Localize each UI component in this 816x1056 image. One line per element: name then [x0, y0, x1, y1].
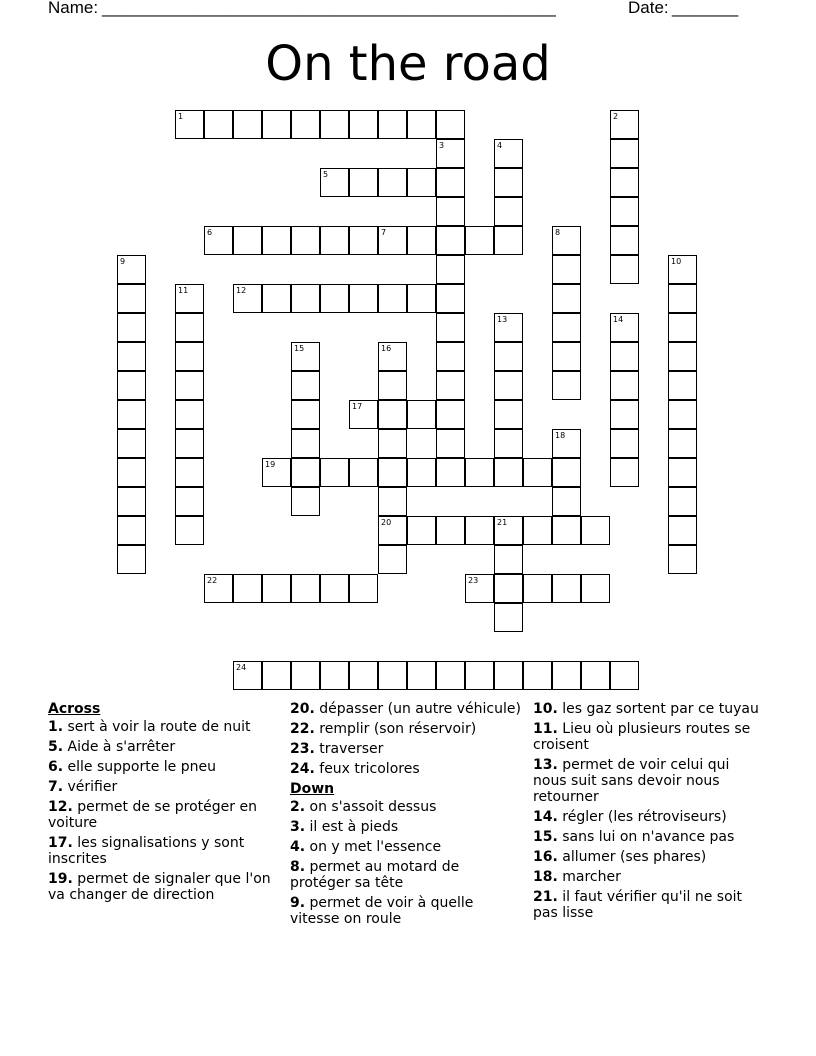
clue-number: 13.	[533, 757, 558, 773]
grid-cell[interactable]	[465, 574, 494, 603]
grid-cell[interactable]	[552, 487, 581, 516]
grid-cell[interactable]	[320, 168, 349, 197]
clue-text: permet au motard de protéger sa tête	[290, 859, 460, 891]
name-label: Name:	[48, 0, 99, 17]
grid-cell[interactable]	[494, 371, 523, 400]
clue-number: 16.	[533, 849, 558, 865]
cell-number: 24	[236, 663, 247, 672]
grid-cell[interactable]	[378, 110, 407, 139]
grid-cell[interactable]	[378, 371, 407, 400]
grid-cell[interactable]	[291, 400, 320, 429]
cell-number: 19	[265, 460, 276, 469]
cell-number: 9	[120, 257, 126, 266]
across-clue	[48, 799, 280, 831]
clue-number: 5.	[48, 739, 64, 755]
grid-cell[interactable]	[436, 516, 465, 545]
grid-cell[interactable]	[436, 255, 465, 284]
clue-text: permet de se protéger en voiture	[48, 799, 257, 831]
grid-cell[interactable]	[436, 371, 465, 400]
grid-cell[interactable]	[552, 255, 581, 284]
grid-cell[interactable]	[320, 661, 349, 690]
across-clue	[290, 701, 522, 717]
clue-text: sans lui on n'avance pas	[557, 829, 735, 845]
grid-cell[interactable]	[610, 371, 639, 400]
grid-cell[interactable]	[117, 545, 146, 574]
grid-cell[interactable]	[407, 110, 436, 139]
grid-cell[interactable]	[436, 110, 465, 139]
clue-number: 4.	[290, 839, 306, 855]
grid-cell[interactable]	[552, 458, 581, 487]
clue-text: Aide à s'arrêter	[63, 739, 176, 755]
grid-cell[interactable]	[581, 661, 610, 690]
clue-text: traverser	[314, 741, 384, 757]
grid-cell[interactable]	[668, 284, 697, 313]
grid-cell[interactable]	[407, 168, 436, 197]
grid-cell[interactable]	[175, 458, 204, 487]
grid-cell[interactable]	[320, 110, 349, 139]
grid-cell[interactable]	[291, 342, 320, 371]
grid-cell[interactable]	[117, 487, 146, 516]
grid-cell[interactable]	[436, 226, 465, 255]
across-heading: Across	[48, 701, 101, 717]
grid-cell[interactable]	[465, 226, 494, 255]
clue-text: on y met l'essence	[305, 839, 442, 855]
grid-cell[interactable]	[349, 400, 378, 429]
grid-cell[interactable]	[581, 574, 610, 603]
grid-cell[interactable]	[523, 661, 552, 690]
grid-cell[interactable]	[668, 458, 697, 487]
grid-cell[interactable]	[349, 284, 378, 313]
clue-number: 2.	[290, 799, 306, 815]
grid-cell[interactable]	[494, 458, 523, 487]
down-clue	[533, 757, 765, 805]
grid-cell[interactable]	[668, 400, 697, 429]
grid-cell[interactable]	[349, 226, 378, 255]
clue-text: régler (les rétroviseurs)	[557, 809, 727, 825]
grid-cell[interactable]	[610, 255, 639, 284]
clue-number: 7.	[48, 779, 64, 795]
cell-number: 10	[671, 257, 682, 266]
clue-text: il faut vérifier qu'il ne soit pas lisse	[533, 889, 743, 921]
clue-text: sert à voir la route de nuit	[63, 719, 251, 735]
clue-number: 18.	[533, 869, 558, 885]
grid-cell[interactable]	[407, 516, 436, 545]
grid-cell[interactable]	[378, 487, 407, 516]
down-clue-list-continued	[533, 701, 765, 921]
clue-text: permet de voir celui qui nous suit sans devoir nous retourner	[533, 757, 730, 805]
grid-cell[interactable]	[117, 255, 146, 284]
clue-text: allumer (ses phares)	[557, 849, 707, 865]
cell-number: 6	[207, 228, 213, 237]
clue-number: 3.	[290, 819, 306, 835]
grid-cell[interactable]	[262, 574, 291, 603]
clues-column-3	[533, 701, 765, 925]
grid-cell[interactable]	[552, 429, 581, 458]
across-clue	[48, 835, 280, 867]
grid-cell[interactable]	[378, 284, 407, 313]
grid-cell[interactable]	[581, 516, 610, 545]
down-clue	[533, 889, 765, 921]
down-clue	[533, 849, 765, 865]
cell-number: 8	[555, 228, 561, 237]
grid-cell[interactable]	[436, 429, 465, 458]
grid-cell[interactable]	[552, 371, 581, 400]
grid-cell[interactable]	[668, 545, 697, 574]
grid-cell[interactable]	[407, 458, 436, 487]
grid-cell[interactable]	[233, 284, 262, 313]
grid-cell[interactable]	[465, 516, 494, 545]
grid-cell[interactable]	[175, 400, 204, 429]
clue-number: 22.	[290, 721, 315, 737]
grid-cell[interactable]	[349, 458, 378, 487]
grid-cell[interactable]	[436, 168, 465, 197]
grid-cell[interactable]	[320, 574, 349, 603]
cell-number: 18	[555, 431, 566, 440]
grid-cell[interactable]	[494, 603, 523, 632]
clue-number: 21.	[533, 889, 558, 905]
across-clue	[290, 761, 522, 777]
clue-text: vérifier	[63, 779, 118, 795]
grid-cell[interactable]	[494, 516, 523, 545]
down-clue	[533, 809, 765, 825]
grid-cell[interactable]	[465, 458, 494, 487]
down-clue-list	[290, 799, 522, 927]
grid-cell[interactable]	[117, 342, 146, 371]
grid-cell[interactable]	[523, 574, 552, 603]
grid-cell[interactable]	[494, 545, 523, 574]
down-clue	[533, 721, 765, 753]
grid-cell[interactable]	[552, 661, 581, 690]
grid-cell[interactable]	[349, 110, 378, 139]
clue-text: remplir (son réservoir)	[314, 721, 477, 737]
grid-cell[interactable]	[175, 313, 204, 342]
grid-cell[interactable]	[494, 400, 523, 429]
grid-cell[interactable]	[610, 400, 639, 429]
clue-text: les gaz sortent par ce tuyau	[557, 701, 759, 717]
grid-cell[interactable]	[523, 458, 552, 487]
grid-cell[interactable]	[610, 429, 639, 458]
grid-cell[interactable]	[233, 574, 262, 603]
grid-cell[interactable]	[175, 429, 204, 458]
grid-cell[interactable]	[610, 458, 639, 487]
grid-cell[interactable]	[552, 574, 581, 603]
clue-text: il est à pieds	[305, 819, 399, 835]
grid-cell[interactable]	[494, 574, 523, 603]
grid-cell[interactable]	[610, 197, 639, 226]
cell-number: 13	[497, 315, 508, 324]
cell-number: 7	[381, 228, 387, 237]
clue-text: Lieu où plusieurs routes se croisent	[533, 721, 751, 753]
grid-cell[interactable]	[494, 168, 523, 197]
grid-cell[interactable]	[204, 574, 233, 603]
grid-cell[interactable]	[378, 226, 407, 255]
clues-column-2	[290, 701, 522, 931]
down-heading: Down	[290, 781, 335, 797]
grid-cell[interactable]	[668, 313, 697, 342]
down-clue	[290, 819, 522, 835]
clue-number: 17.	[48, 835, 73, 851]
grid-cell[interactable]	[117, 429, 146, 458]
date-label: Date:	[628, 0, 669, 17]
across-clue	[48, 779, 280, 795]
cell-number: 5	[323, 170, 329, 179]
grid-cell[interactable]	[291, 429, 320, 458]
cell-number: 20	[381, 518, 392, 527]
grid-cell[interactable]	[407, 400, 436, 429]
grid-cell[interactable]	[117, 458, 146, 487]
grid-cell[interactable]	[378, 342, 407, 371]
clue-number: 12.	[48, 799, 73, 815]
across-clue	[48, 871, 280, 903]
grid-cell[interactable]	[436, 139, 465, 168]
grid-cell[interactable]	[117, 284, 146, 313]
down-clue	[290, 859, 522, 891]
grid-cell[interactable]	[610, 168, 639, 197]
grid-cell[interactable]	[320, 458, 349, 487]
cell-number: 4	[497, 141, 503, 150]
grid-cell[interactable]	[407, 226, 436, 255]
grid-cell[interactable]	[552, 226, 581, 255]
grid-cell[interactable]	[291, 284, 320, 313]
across-clue	[48, 759, 280, 775]
grid-cell[interactable]	[175, 371, 204, 400]
grid-cell[interactable]	[117, 400, 146, 429]
grid-cell[interactable]	[291, 371, 320, 400]
grid-cell[interactable]	[494, 139, 523, 168]
grid-cell[interactable]	[407, 284, 436, 313]
grid-cell[interactable]	[436, 661, 465, 690]
grid-cell[interactable]	[349, 661, 378, 690]
clue-text: elle supporte le pneu	[63, 759, 216, 775]
grid-cell[interactable]	[436, 458, 465, 487]
grid-cell[interactable]	[552, 284, 581, 313]
grid-cell[interactable]	[175, 487, 204, 516]
clue-number: 6.	[48, 759, 64, 775]
grid-cell[interactable]	[291, 487, 320, 516]
clue-text: les signalisations y sont inscrites	[48, 835, 245, 867]
grid-cell[interactable]	[291, 661, 320, 690]
name-line[interactable]: ________________________________________________	[102, 0, 556, 17]
grid-cell[interactable]	[117, 371, 146, 400]
grid-cell[interactable]	[117, 516, 146, 545]
grid-cell[interactable]	[175, 284, 204, 313]
grid-cell[interactable]	[378, 458, 407, 487]
grid-cell[interactable]	[291, 226, 320, 255]
cell-number: 17	[352, 402, 363, 411]
grid-cell[interactable]	[262, 284, 291, 313]
clue-number: 14.	[533, 809, 558, 825]
grid-cell[interactable]	[668, 371, 697, 400]
grid-cell[interactable]	[436, 342, 465, 371]
grid-cell[interactable]	[175, 516, 204, 545]
cell-number: 3	[439, 141, 445, 150]
clues-column-1	[48, 701, 280, 907]
cell-number: 1	[178, 112, 184, 121]
down-clue	[290, 799, 522, 815]
grid-cell[interactable]	[494, 429, 523, 458]
grid-cell[interactable]	[378, 400, 407, 429]
grid-cell[interactable]	[117, 313, 146, 342]
clue-number: 19.	[48, 871, 73, 887]
grid-cell[interactable]	[262, 661, 291, 690]
grid-cell[interactable]	[668, 429, 697, 458]
grid-cell[interactable]	[668, 342, 697, 371]
clue-text: dépasser (un autre véhicule)	[314, 701, 521, 717]
grid-cell[interactable]	[668, 487, 697, 516]
grid-cell[interactable]	[320, 226, 349, 255]
cell-number: 23	[468, 576, 479, 585]
across-clue	[290, 721, 522, 737]
grid-cell[interactable]	[436, 284, 465, 313]
grid-cell[interactable]	[494, 661, 523, 690]
cell-number: 16	[381, 344, 392, 353]
clue-text: permet de signaler que l'on va changer de direction	[48, 871, 271, 903]
across-clue-list	[48, 719, 280, 903]
grid-cell[interactable]	[668, 516, 697, 545]
grid-cell[interactable]	[552, 342, 581, 371]
down-clue	[533, 869, 765, 885]
grid-cell[interactable]	[378, 516, 407, 545]
clue-number: 15.	[533, 829, 558, 845]
grid-cell[interactable]	[465, 661, 494, 690]
clue-number: 24.	[290, 761, 315, 777]
grid-cell[interactable]	[233, 226, 262, 255]
date-line[interactable]: _______	[672, 0, 739, 17]
grid-cell[interactable]	[262, 110, 291, 139]
grid-cell[interactable]	[175, 342, 204, 371]
grid-cell[interactable]	[610, 342, 639, 371]
grid-cell[interactable]	[494, 342, 523, 371]
cell-number: 22	[207, 576, 218, 585]
across-clue	[48, 719, 280, 735]
grid-cell[interactable]	[407, 661, 436, 690]
grid-cell[interactable]	[204, 110, 233, 139]
clue-text: permet de voir à quelle vitesse on roule	[290, 895, 474, 927]
grid-cell[interactable]	[436, 313, 465, 342]
grid-cell[interactable]	[610, 110, 639, 139]
grid-cell[interactable]	[668, 255, 697, 284]
grid-cell[interactable]	[378, 168, 407, 197]
grid-cell[interactable]	[523, 516, 552, 545]
cell-number: 12	[236, 286, 247, 295]
grid-cell[interactable]	[262, 458, 291, 487]
clue-number: 8.	[290, 859, 306, 875]
down-clue	[533, 701, 765, 717]
grid-cell[interactable]	[610, 226, 639, 255]
across-clue-list-continued	[290, 701, 522, 777]
grid-cell[interactable]	[610, 313, 639, 342]
across-clue	[48, 739, 280, 755]
grid-cell[interactable]	[378, 661, 407, 690]
grid-cell[interactable]	[552, 313, 581, 342]
down-clue	[533, 829, 765, 845]
grid-cell[interactable]	[494, 226, 523, 255]
grid-cell[interactable]	[262, 226, 291, 255]
clue-number: 10.	[533, 701, 558, 717]
down-clue	[290, 895, 522, 927]
grid-cell[interactable]	[233, 661, 262, 690]
cell-number: 14	[613, 315, 624, 324]
across-clue	[290, 741, 522, 757]
grid-cell[interactable]	[610, 661, 639, 690]
clue-text: on s'assoit dessus	[305, 799, 437, 815]
grid-cell[interactable]	[610, 139, 639, 168]
clue-number: 1.	[48, 719, 64, 735]
grid-cell[interactable]	[436, 197, 465, 226]
clue-number: 23.	[290, 741, 315, 757]
grid-cell[interactable]	[552, 516, 581, 545]
puzzle-title: On the road	[265, 36, 551, 92]
grid-cell[interactable]	[349, 168, 378, 197]
clue-number: 9.	[290, 895, 306, 911]
grid-cell[interactable]	[175, 110, 204, 139]
grid-cell[interactable]	[436, 400, 465, 429]
clue-text: feux tricolores	[314, 761, 420, 777]
clue-number: 20.	[290, 701, 315, 717]
grid-cell[interactable]	[378, 545, 407, 574]
cell-number: 15	[294, 344, 305, 353]
grid-cell[interactable]	[378, 429, 407, 458]
cell-number: 2	[613, 112, 619, 121]
grid-cell[interactable]	[233, 110, 262, 139]
grid-cell[interactable]	[320, 284, 349, 313]
grid-cell[interactable]	[204, 226, 233, 255]
down-clue	[290, 839, 522, 855]
grid-cell[interactable]	[494, 197, 523, 226]
grid-cell[interactable]	[349, 574, 378, 603]
cell-number: 11	[178, 286, 189, 295]
grid-cell[interactable]	[494, 313, 523, 342]
grid-cell[interactable]	[291, 458, 320, 487]
clue-text: marcher	[557, 869, 621, 885]
grid-cell[interactable]	[291, 574, 320, 603]
cell-number: 21	[497, 518, 508, 527]
grid-cell[interactable]	[291, 110, 320, 139]
clue-number: 11.	[533, 721, 558, 737]
